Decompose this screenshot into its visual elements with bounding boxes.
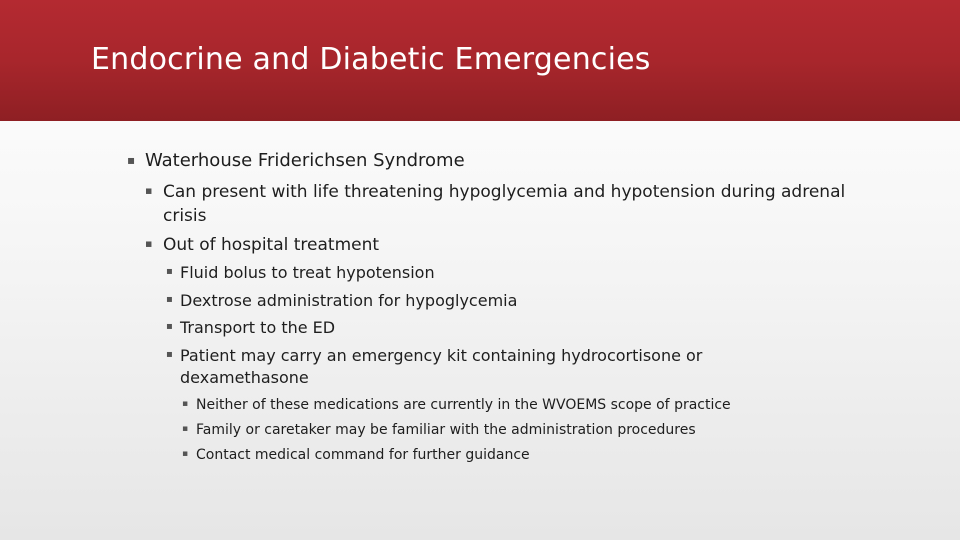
bullet-text: Neither of these medications are currently in the WVOEMS scope of practice <box>196 397 731 413</box>
bullet-text: Family or caretaker may be familiar with the administration procedures <box>196 422 696 438</box>
bullet-text: Transport to the ED <box>180 318 336 337</box>
bullet-text: Patient may carry an emergency kit containing hydrocortisone or dexamethasone <box>180 346 703 387</box>
bullet-text: Fluid bolus to treat hypotension <box>180 263 435 282</box>
bullet-marker: ▪ <box>166 266 173 277</box>
bullet-marker: ▪ <box>182 449 189 459</box>
bullet-item-level3 <box>166 290 780 312</box>
bullet-text: Waterhouse Friderichsen Syndrome <box>145 150 465 171</box>
bullet-item-level4 <box>182 443 836 468</box>
bullet-marker: ▪ <box>182 399 189 409</box>
bullet-text: Can present with life threatening hypoglycemia and hypotension during adrenal crisis <box>163 182 846 226</box>
bullet-text: Contact medical command for further guidance <box>196 447 530 463</box>
bullet-item-level4 <box>182 418 836 443</box>
bullet-item-level3 <box>166 345 760 389</box>
bullet-text: Out of hospital treatment <box>163 235 380 255</box>
bullet-item-level4 <box>182 393 836 418</box>
bullet-marker: ▪ <box>127 153 136 167</box>
bullet-item-level1 <box>127 149 905 173</box>
bullet-marker: ▪ <box>166 321 173 332</box>
bullet-marker: ▪ <box>166 349 173 360</box>
bullet-marker: ▪ <box>145 237 153 250</box>
slide-title: Endocrine and Diabetic Emergencies <box>91 42 651 77</box>
bullet-marker: ▪ <box>166 294 173 305</box>
bullet-text: Dextrose administration for hypoglycemia <box>180 291 518 310</box>
bullet-marker: ▪ <box>182 424 189 434</box>
bullet-item-level3 <box>166 262 780 284</box>
bullet-item-level3 <box>166 317 780 339</box>
bullet-item-level2 <box>145 233 848 257</box>
bullet-marker: ▪ <box>145 184 153 197</box>
bullet-item-level2 <box>145 180 848 228</box>
